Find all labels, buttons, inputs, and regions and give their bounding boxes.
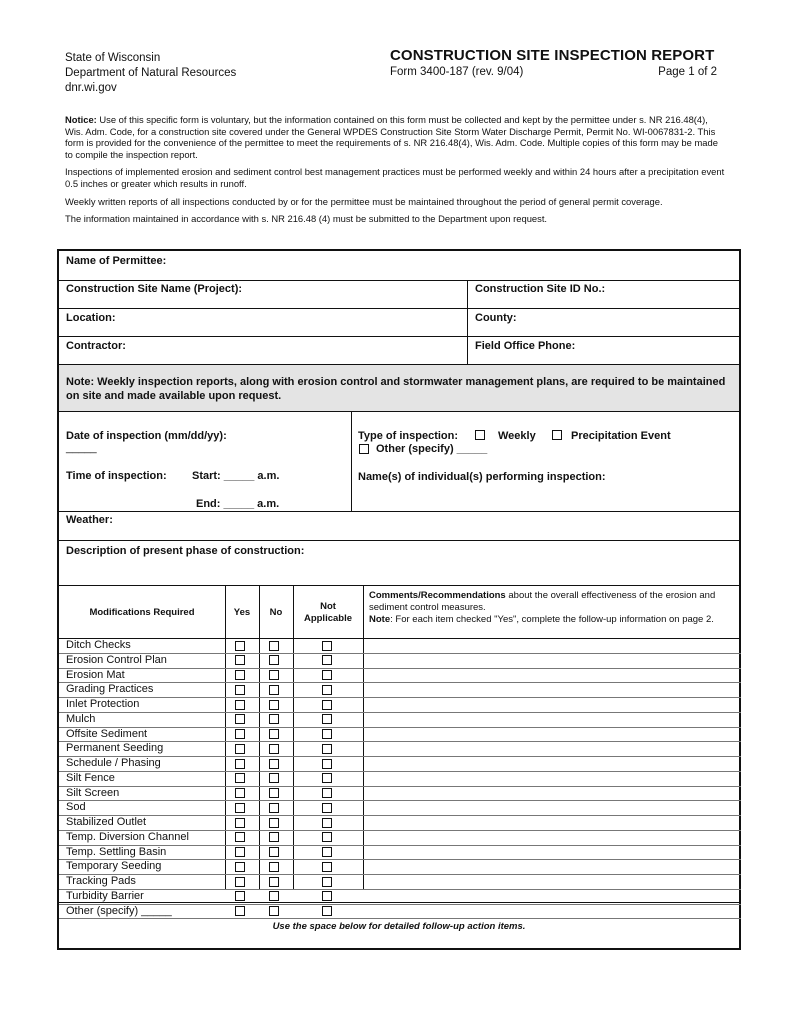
modification-row [59, 816, 741, 831]
no-checkbox[interactable] [269, 803, 279, 813]
divider [59, 585, 739, 586]
site-id-label[interactable]: Construction Site ID No.: [475, 283, 606, 295]
no-checkbox[interactable] [269, 906, 279, 916]
not-applicable-checkbox[interactable] [322, 655, 332, 665]
modification-name: Turbidity Barrier [66, 889, 144, 902]
yes-checkbox[interactable] [235, 700, 245, 710]
divider [59, 411, 739, 412]
notice-label: Notice: [65, 114, 97, 125]
modification-row [59, 801, 741, 816]
modification-row [59, 683, 741, 698]
permittee-label[interactable]: Name of Permittee: [66, 255, 167, 267]
comment-cell[interactable] [365, 698, 741, 712]
not-applicable-checkbox[interactable] [322, 670, 332, 680]
notice-paragraph-4: The information maintained in accordance with s. NR 216.48 (4) must be submitted to the Department upon request. [65, 213, 548, 225]
no-checkbox[interactable] [269, 759, 279, 769]
modification-name: Temp. Diversion Channel [66, 830, 189, 843]
modification-name: Grading Practices [66, 683, 154, 696]
modification-row [59, 728, 741, 743]
no-checkbox[interactable] [269, 773, 279, 783]
modification-row [59, 846, 741, 861]
comment-cell[interactable] [365, 846, 741, 860]
yes-checkbox[interactable] [235, 803, 245, 813]
divider [59, 336, 739, 337]
no-checkbox[interactable] [269, 847, 279, 857]
not-applicable-checkbox[interactable] [322, 714, 332, 724]
no-checkbox[interactable] [269, 818, 279, 828]
not-applicable-checkbox[interactable] [322, 847, 332, 857]
comment-cell[interactable] [365, 787, 741, 801]
weather-label[interactable]: Weather: [66, 514, 113, 526]
divider [59, 308, 739, 309]
column-divider [467, 280, 468, 364]
comment-cell[interactable] [365, 742, 741, 756]
yes-checkbox[interactable] [235, 670, 245, 680]
inspection-date-label[interactable]: Date of inspection (mm/dd/yy): [66, 430, 227, 442]
inspectors-label[interactable]: Name(s) of individual(s) performing inspection: [358, 471, 606, 483]
modification-row [59, 787, 741, 802]
modification-row [59, 654, 741, 669]
field-office-phone-label[interactable]: Field Office Phone: [475, 340, 576, 352]
modification-name: Silt Fence [66, 771, 115, 784]
modification-row [59, 831, 741, 846]
contractor-label[interactable]: Contractor: [66, 340, 126, 352]
yes-checkbox[interactable] [235, 891, 245, 901]
no-checkbox[interactable] [269, 700, 279, 710]
not-applicable-checkbox[interactable] [322, 729, 332, 739]
yes-checkbox[interactable] [235, 818, 245, 828]
modification-row [59, 772, 741, 787]
notice-paragraph-3: Weekly written reports of all inspections conducted by or for the permittee must be maintained throughout the period of general permit coverage. [65, 195, 663, 207]
not-applicable-checkbox[interactable] [322, 744, 332, 754]
not-applicable-checkbox[interactable] [322, 700, 332, 710]
comment-cell[interactable] [365, 831, 741, 845]
divider [59, 540, 739, 541]
not-applicable-header-line1: Not [320, 601, 336, 612]
not-applicable-checkbox[interactable] [322, 832, 332, 842]
comment-cell[interactable] [365, 728, 741, 742]
modifications-list [59, 639, 741, 919]
yes-checkbox[interactable] [235, 714, 245, 724]
no-checkbox[interactable] [269, 655, 279, 665]
modification-row [59, 698, 741, 713]
comment-cell[interactable] [365, 757, 741, 771]
yes-checkbox[interactable] [235, 773, 245, 783]
modification-name: Temporary Seeding [66, 860, 162, 873]
modification-name: Ditch Checks [66, 639, 131, 651]
not-applicable-checkbox[interactable] [322, 891, 332, 901]
inspection-date-blank[interactable]: _____ [66, 442, 97, 454]
no-checkbox[interactable] [269, 862, 279, 872]
modification-name: Mulch [66, 712, 96, 725]
divider [59, 902, 739, 903]
modification-name: Offsite Sediment [66, 727, 148, 740]
modification-name: Schedule / Phasing [66, 757, 161, 769]
divider [59, 511, 739, 512]
precipitation-checkbox[interactable] [552, 430, 562, 440]
not-applicable-checkbox[interactable] [322, 818, 332, 828]
yes-checkbox[interactable] [235, 847, 245, 857]
not-applicable-checkbox[interactable] [322, 862, 332, 872]
notice-paragraph-2: Inspections of implemented erosion and sediment control best management practices must be performed weekly and within 24 hours after a precipitation event 0.5 inches or greater which results in runoff. [65, 166, 725, 189]
agency-block [65, 51, 236, 96]
modification-name: Inlet Protection [66, 698, 140, 710]
no-checkbox[interactable] [269, 685, 279, 695]
page-number: Page 1 of 2 [658, 66, 717, 78]
column-divider [351, 411, 352, 511]
modification-name: Erosion Mat [66, 668, 125, 681]
comment-cell[interactable] [365, 639, 741, 653]
comment-cell[interactable] [365, 875, 741, 889]
not-applicable-checkbox[interactable] [322, 685, 332, 695]
not-applicable-header [293, 601, 363, 625]
not-applicable-checkbox[interactable] [322, 641, 332, 651]
modification-row [59, 875, 741, 890]
comments-header [369, 590, 734, 626]
form-number: Form 3400-187 (rev. 9/04) [390, 66, 524, 78]
modifications-header: Modifications Required [89, 607, 195, 618]
no-header: No [269, 607, 283, 618]
retention-note: Note: Weekly inspection reports, along with erosion control and stormwater management plans, are required to be maintained on site and made available upon request. [66, 376, 726, 402]
no-checkbox[interactable] [269, 670, 279, 680]
report-title: CONSTRUCTION SITE INSPECTION REPORT [390, 47, 715, 64]
modification-name: Tracking Pads [66, 875, 136, 887]
yes-checkbox[interactable] [235, 641, 245, 651]
location-label[interactable]: Location: [66, 312, 116, 324]
modification-row [59, 713, 741, 728]
yes-checkbox[interactable] [235, 744, 245, 754]
comments-header-bold: Comments/Recommendations [369, 590, 506, 601]
comment-cell[interactable] [365, 860, 741, 874]
comment-cell[interactable] [365, 801, 741, 815]
inspection-type-label: Type of inspection: [358, 430, 459, 442]
construction-phase-label[interactable]: Description of present phase of construction: [66, 545, 305, 557]
inspection-time-label: Time of inspection: [66, 470, 167, 482]
notice-text: Use of this specific form is voluntary, but the information contained on this form must be collected and kept by the permittee under s. NR 216.48(4), Wis. Adm. Code, for a construction site covered under the General WPDES Construction Site Storm Water Discharge Permit, Permit No. WI-0067831-2. This form is provided for the convenience of the permittee to meet the requirements of s. NR 216.48(4), Wis. Adm. Code. Multiple copies of this form may be made to compile the inspection report. [65, 114, 718, 160]
notice-paragraph-1 [65, 114, 725, 160]
agency-department: Department of Natural Resources [65, 67, 237, 79]
not-applicable-checkbox[interactable] [322, 773, 332, 783]
no-checkbox[interactable] [269, 729, 279, 739]
precipitation-option-label: Precipitation Event [571, 430, 671, 442]
yes-checkbox[interactable] [235, 832, 245, 842]
modification-row [59, 905, 741, 920]
comments-note-bold: Note [369, 614, 391, 625]
divider [59, 280, 739, 281]
modification-row [59, 669, 741, 684]
yes-checkbox[interactable] [235, 685, 245, 695]
other-type-label[interactable]: Other (specify) _____ [376, 443, 488, 455]
modification-name: Silt Screen [66, 786, 120, 799]
no-checkbox[interactable] [269, 877, 279, 887]
comment-cell[interactable] [365, 772, 741, 786]
modification-row [59, 860, 741, 875]
not-applicable-checkbox[interactable] [322, 877, 332, 887]
yes-checkbox[interactable] [235, 862, 245, 872]
comment-cell[interactable] [365, 816, 741, 830]
agency-website: dnr.wi.gov [65, 82, 117, 94]
county-label[interactable]: County: [475, 312, 517, 324]
no-checkbox[interactable] [269, 744, 279, 754]
weekly-checkbox[interactable] [475, 430, 485, 440]
agency-state: State of Wisconsin [65, 52, 161, 64]
comments-note-text: : For each item checked "Yes", complete the follow-up information on page 2. [390, 614, 714, 625]
comment-cell[interactable] [365, 669, 741, 683]
modification-name: Erosion Control Plan [66, 653, 167, 666]
other-type-checkbox[interactable] [359, 444, 369, 454]
comment-cell[interactable] [365, 683, 741, 697]
comments-header-text: about the overall effectiveness of the erosion and sediment control measures. [369, 590, 716, 613]
comment-cell[interactable] [365, 654, 741, 668]
yes-checkbox[interactable] [235, 877, 245, 887]
follow-up-instruction: Use the space below for detailed follow-up action items. [272, 921, 526, 932]
not-applicable-checkbox[interactable] [322, 906, 332, 916]
not-applicable-checkbox[interactable] [322, 788, 332, 798]
modification-name: Sod [66, 801, 86, 814]
notice-section [65, 114, 725, 231]
modification-row [59, 742, 741, 757]
comment-cell[interactable] [365, 713, 741, 727]
report-header [390, 47, 725, 78]
site-name-label[interactable]: Construction Site Name (Project): [66, 283, 243, 295]
weekly-option-label: Weekly [498, 430, 536, 442]
no-checkbox[interactable] [269, 641, 279, 651]
yes-checkbox[interactable] [235, 729, 245, 739]
modification-name: Temp. Settling Basin [66, 845, 167, 858]
end-time-field[interactable]: End: _____ a.m. [196, 498, 280, 510]
no-checkbox[interactable] [269, 714, 279, 724]
modification-name: Stabilized Outlet [66, 816, 147, 828]
not-applicable-header-line2: Applicable [303, 613, 353, 624]
start-time-field[interactable]: Start: _____ a.m. [192, 470, 280, 482]
not-applicable-checkbox[interactable] [322, 759, 332, 769]
no-checkbox[interactable] [269, 832, 279, 842]
no-checkbox[interactable] [269, 788, 279, 798]
yes-header: Yes [233, 607, 251, 618]
not-applicable-checkbox[interactable] [322, 803, 332, 813]
yes-checkbox[interactable] [235, 655, 245, 665]
no-checkbox[interactable] [269, 891, 279, 901]
yes-checkbox[interactable] [235, 788, 245, 798]
inspection-form [57, 249, 741, 950]
yes-checkbox[interactable] [235, 906, 245, 916]
modification-name: Permanent Seeding [66, 742, 164, 755]
form-number-line [390, 66, 725, 78]
modification-name: Other (specify) _____ [66, 904, 172, 917]
modification-row [59, 757, 741, 772]
comment-cell[interactable] [365, 905, 741, 919]
yes-checkbox[interactable] [235, 759, 245, 769]
modification-row [59, 639, 741, 654]
